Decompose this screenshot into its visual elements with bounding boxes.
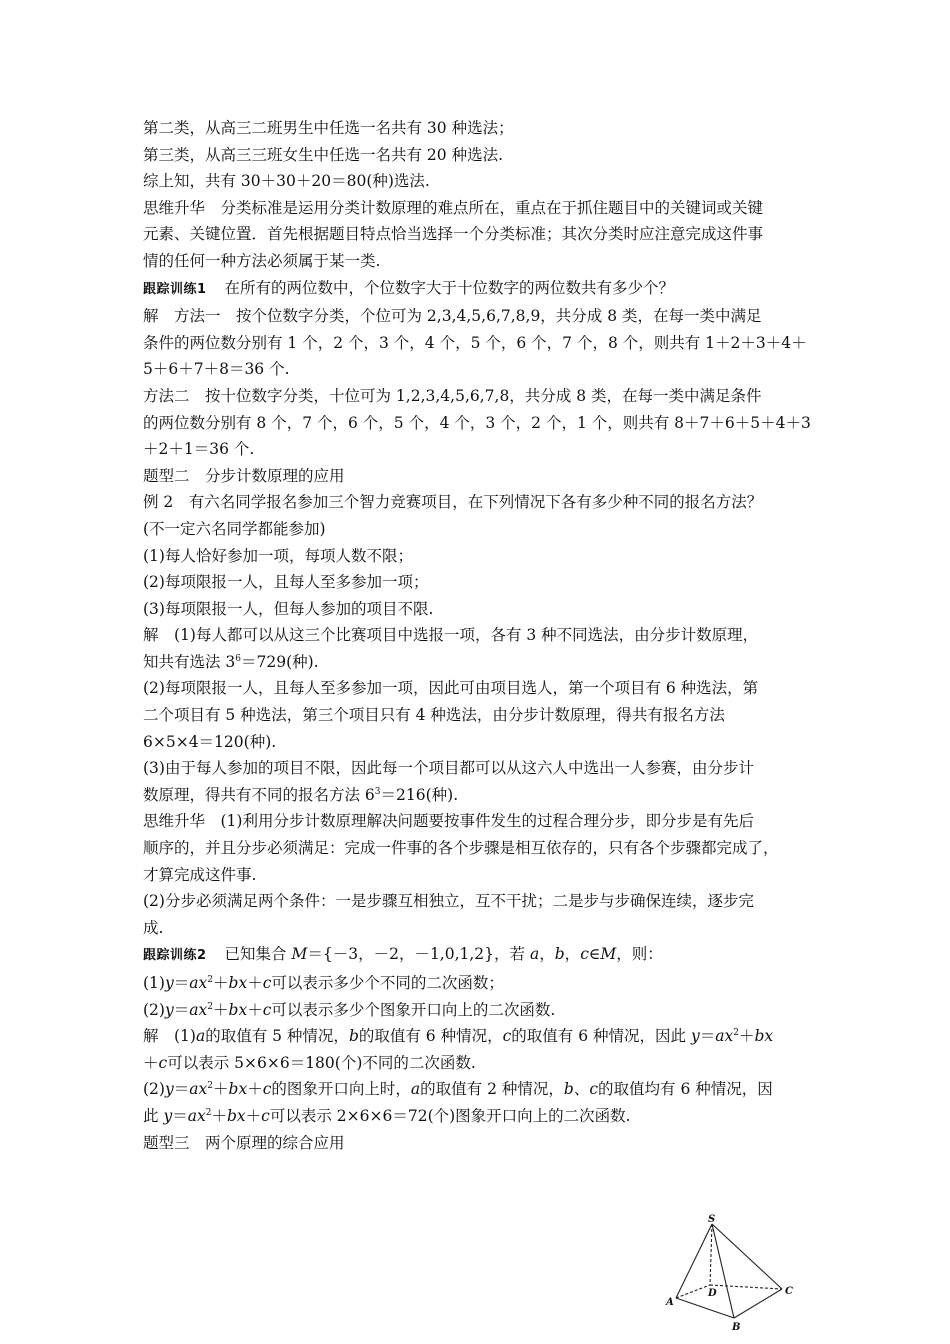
text-span: 解 (1) bbox=[143, 1027, 196, 1046]
math-var: x bbox=[238, 1080, 248, 1099]
text-line: 的两位数分别有 8 个，7 个，6 个，5 个，4 个，3 个，2 个，1 个，则共有 8＋7＋6＋5＋4＋3 bbox=[143, 413, 811, 432]
text-line: 顺序的，并且分步必须满足：完成一件事的各个步骤是相互依存的，只有各个步骤都完成了， bbox=[143, 839, 779, 858]
math-var: x bbox=[724, 1027, 734, 1046]
exponent: 2 bbox=[207, 974, 213, 985]
text-line: 才算完成这件事. bbox=[143, 865, 257, 884]
math-var: y bbox=[690, 1027, 700, 1046]
text-span: 的取值均有 6 种情况，因 bbox=[598, 1080, 773, 1099]
text-line: 思维升华 分类标准是运用分类计数原理的难点所在，重点在于抓住题目中的关键词或关键 bbox=[143, 198, 764, 217]
track-training-2-question bbox=[143, 944, 828, 966]
text-span: ＝ bbox=[173, 974, 190, 992]
text-span: ＋ bbox=[247, 1080, 263, 1099]
text-span: ＝{－3，－2，－1,0,1,2}，若 bbox=[307, 945, 530, 964]
math-var: a bbox=[195, 1027, 206, 1046]
math-var: a bbox=[189, 974, 199, 992]
math-var: x bbox=[198, 1000, 208, 1019]
document-content bbox=[143, 118, 828, 1159]
math-var: c bbox=[580, 945, 589, 964]
math-var: M bbox=[291, 945, 308, 964]
text-line: (3)由于每人参加的项目不限，因此每一个项目都可以从这六人中选出一人参赛，由分步计 bbox=[143, 759, 754, 778]
math-var: b bbox=[348, 1027, 359, 1046]
track-training-1-question bbox=[143, 278, 828, 300]
math-var: a bbox=[529, 945, 540, 964]
text-line: 二个项目有 5 种选法，第三个项目只有 4 种选法，由分步计数原理，得共有报名方法 bbox=[143, 706, 725, 725]
text-line: 第三类，从高三三班女生中任选一名共有 20 种选法. bbox=[143, 145, 504, 164]
text-span: ＝216(种). bbox=[380, 785, 459, 804]
text-span: 可以表示多少个图象开口向上的二次函数. bbox=[271, 1000, 556, 1019]
pyramid-diagram bbox=[662, 1214, 802, 1340]
math-var: y bbox=[164, 974, 174, 992]
math-var: c bbox=[262, 1000, 272, 1019]
vertex-label-B: B bbox=[732, 1322, 741, 1333]
text-span: 可以表示多少个不同的二次函数； bbox=[271, 974, 504, 992]
text-line: 情的任何一种方法必须属于某一类. bbox=[143, 251, 381, 270]
math-var: c bbox=[589, 1080, 599, 1099]
text-span: ＋ bbox=[247, 974, 263, 992]
exponent: 3 bbox=[374, 786, 381, 797]
text-span: ＝ bbox=[173, 1080, 190, 1099]
math-var: x bbox=[198, 974, 208, 992]
text-line: 综上知，共有 30＋30＋20＝80(种)选法. bbox=[143, 172, 430, 191]
text-line: (2)每项限报一人，且每人至多参加一项； bbox=[143, 573, 429, 592]
text-span: ＋ bbox=[738, 1027, 755, 1046]
math-var: y bbox=[163, 1106, 173, 1125]
text-span: 已知集合 bbox=[224, 945, 292, 964]
edge-DC bbox=[710, 1285, 782, 1289]
track-training-1-tag: 跟踪训练1 bbox=[143, 281, 207, 297]
math-var: b bbox=[754, 1027, 765, 1046]
math-var: a bbox=[189, 1000, 199, 1019]
text-span: ， bbox=[539, 945, 555, 964]
text-line bbox=[143, 785, 828, 805]
text-span: 此 bbox=[143, 1106, 164, 1125]
text-line: 条件的两位数分别有 1 个，2 个，3 个，4 个，5 个，6 个，7 个，8 个，则共有 1＋2＋3＋4＋ bbox=[143, 333, 807, 352]
text-span: (1) bbox=[143, 974, 165, 992]
edge-SA bbox=[676, 1224, 712, 1298]
math-var: c bbox=[502, 1027, 512, 1046]
text-span: ＋ bbox=[245, 1106, 262, 1125]
text-span: 的取值有 5 种情况， bbox=[205, 1027, 349, 1046]
text-line: 元素、关键位置．首先根据题目特点恰当选择一个分类标准；其次分类时应注意完成这件事 bbox=[143, 225, 764, 244]
text-span: ，则： bbox=[616, 945, 663, 964]
text-span: ＋ bbox=[247, 1000, 263, 1019]
math-var: c bbox=[261, 1106, 270, 1125]
text-span: 可以表示 5×6×6＝180(个)不同的二次函数. bbox=[167, 1053, 476, 1072]
vertex-label-D: D bbox=[708, 1288, 717, 1299]
math-var: x bbox=[236, 1106, 246, 1125]
edge-SB bbox=[712, 1224, 734, 1318]
math-var: a bbox=[410, 1080, 421, 1099]
text-line: 解 (1)每人都可以从这三个比赛项目中选报一项，各有 3 种不同选法，由分步计数原理， bbox=[143, 626, 759, 645]
exponent: 2 bbox=[207, 1001, 213, 1012]
math-var: x bbox=[196, 1106, 206, 1125]
math-var: c bbox=[262, 1080, 272, 1099]
text-line bbox=[143, 1000, 828, 1020]
text-line: 5＋6＋7＋8＝36 个. bbox=[143, 360, 290, 379]
edge-BC bbox=[734, 1289, 782, 1318]
text-line: 思维升华 (1)利用分步计数原理解决问题要按事件发生的过程合理分步，即分步是有先后 bbox=[143, 812, 754, 831]
math-var: c bbox=[262, 974, 272, 992]
text-line bbox=[143, 973, 828, 993]
text-span: 的取值有 6 种情况，因此 bbox=[511, 1027, 691, 1046]
math-var: x bbox=[238, 974, 248, 992]
example-2-title: 例 2 有六名同学报名参加三个智力竞赛项目，在下列情况下各有多少种不同的报名方法？ bbox=[143, 493, 763, 512]
math-var: a bbox=[189, 1080, 199, 1099]
track-training-2-tag: 跟踪训练2 bbox=[143, 948, 207, 964]
text-span: (2) bbox=[143, 1000, 165, 1019]
text-line: (2)每项限报一人，且每人至多参加一项，因此可由项目选人，第一个项目有 6 种选法，第 bbox=[143, 679, 759, 698]
question-text: 在所有的两位数中，个位数字大于十位数字的两位数共有多少个？ bbox=[224, 278, 675, 297]
text-span: 、 bbox=[573, 1080, 590, 1099]
text-span: 的取值有 2 种情况， bbox=[420, 1080, 564, 1099]
exponent: 2 bbox=[207, 1081, 213, 1092]
section-heading-2: 题型二 分步计数原理的应用 bbox=[143, 466, 345, 485]
text-line: (1)每人恰好参加一项，每项人数不限； bbox=[143, 546, 413, 565]
text-line: (不一定六名同学都能参加) bbox=[143, 519, 326, 538]
text-span: ＋ bbox=[212, 974, 229, 992]
exponent: 6 bbox=[235, 653, 242, 664]
exponent: 2 bbox=[205, 1107, 212, 1118]
text-span: ＝ bbox=[173, 1000, 190, 1019]
text-line bbox=[143, 1053, 828, 1073]
text-span: ＋ bbox=[211, 1106, 227, 1125]
text-span: 数原理，得共有不同的报名方法 6 bbox=[143, 785, 375, 804]
text-span: ∈ bbox=[588, 945, 601, 964]
math-var: b bbox=[228, 1080, 239, 1099]
text-line bbox=[143, 1026, 828, 1046]
math-var: b bbox=[563, 1080, 574, 1099]
text-span: ＋ bbox=[212, 1000, 229, 1019]
text-line bbox=[143, 1079, 828, 1099]
math-var: x bbox=[198, 1080, 208, 1099]
math-var: b bbox=[554, 945, 565, 964]
edge-SC bbox=[712, 1224, 782, 1289]
text-line bbox=[143, 1106, 828, 1126]
text-line: 成. bbox=[143, 918, 164, 937]
math-var: y bbox=[164, 1080, 174, 1099]
text-span: ＋ bbox=[212, 1080, 229, 1099]
math-var: a bbox=[715, 1027, 725, 1046]
edge-AB bbox=[676, 1298, 734, 1318]
math-var: a bbox=[187, 1106, 197, 1125]
text-line bbox=[143, 652, 828, 672]
text-span: 知共有选法 3 bbox=[143, 652, 236, 671]
text-span: 的取值有 6 种情况， bbox=[358, 1027, 503, 1046]
text-span: ， bbox=[564, 945, 581, 964]
section-heading-3: 题型三 两个原理的综合应用 bbox=[143, 1133, 345, 1152]
text-span: 的图象开口向上时， bbox=[271, 1080, 411, 1099]
text-line: (2)分步必须满足两个条件：一是步骤互相独立，互不干扰；二是步与步确保连续，逐步完 bbox=[143, 892, 754, 911]
exponent: 2 bbox=[733, 1028, 739, 1039]
text-span: ＝729(种). bbox=[241, 652, 319, 671]
math-var: b bbox=[228, 1000, 239, 1019]
math-var: y bbox=[164, 1000, 174, 1019]
math-var: M bbox=[600, 945, 617, 964]
text-line: 解 方法一 按个位数字分类，个位可为 2,3,4,5,6,7,8,9，共分成 8 类，在每一类中满足 bbox=[143, 307, 762, 326]
edge-SD bbox=[710, 1224, 712, 1285]
text-line: 第二类，从高三二班男生中任选一名共有 30 种选法； bbox=[143, 119, 514, 137]
math-var: x bbox=[764, 1027, 774, 1046]
text-span: (2) bbox=[143, 1080, 165, 1099]
text-span: ＝ bbox=[172, 1106, 188, 1125]
vertex-label-S: S bbox=[708, 1214, 716, 1225]
math-var: c bbox=[158, 1053, 168, 1072]
text-line: 6×5×4＝120(种). bbox=[143, 732, 277, 751]
text-line: (3)每项限报一人，但每人参加的项目不限. bbox=[143, 599, 434, 618]
text-span: ＋ bbox=[143, 1053, 159, 1072]
vertex-label-C: C bbox=[785, 1286, 793, 1297]
pyramid-figure bbox=[662, 1214, 802, 1340]
text-span: ＝ bbox=[699, 1027, 716, 1046]
text-line: ＋2＋1＝36 个. bbox=[143, 440, 255, 459]
math-var: b bbox=[228, 974, 239, 992]
text-line: 方法二 按十位数字分类，十位可为 1,2,3,4,5,6,7,8，共分成 8 类，在每一类中满足条件 bbox=[143, 386, 762, 405]
vertex-label-A: A bbox=[666, 1297, 674, 1308]
text-span: 可以表示 2×6×6＝72(个)图象开口向上的二次函数. bbox=[269, 1106, 631, 1125]
math-var: b bbox=[226, 1106, 237, 1125]
math-var: x bbox=[238, 1000, 248, 1019]
